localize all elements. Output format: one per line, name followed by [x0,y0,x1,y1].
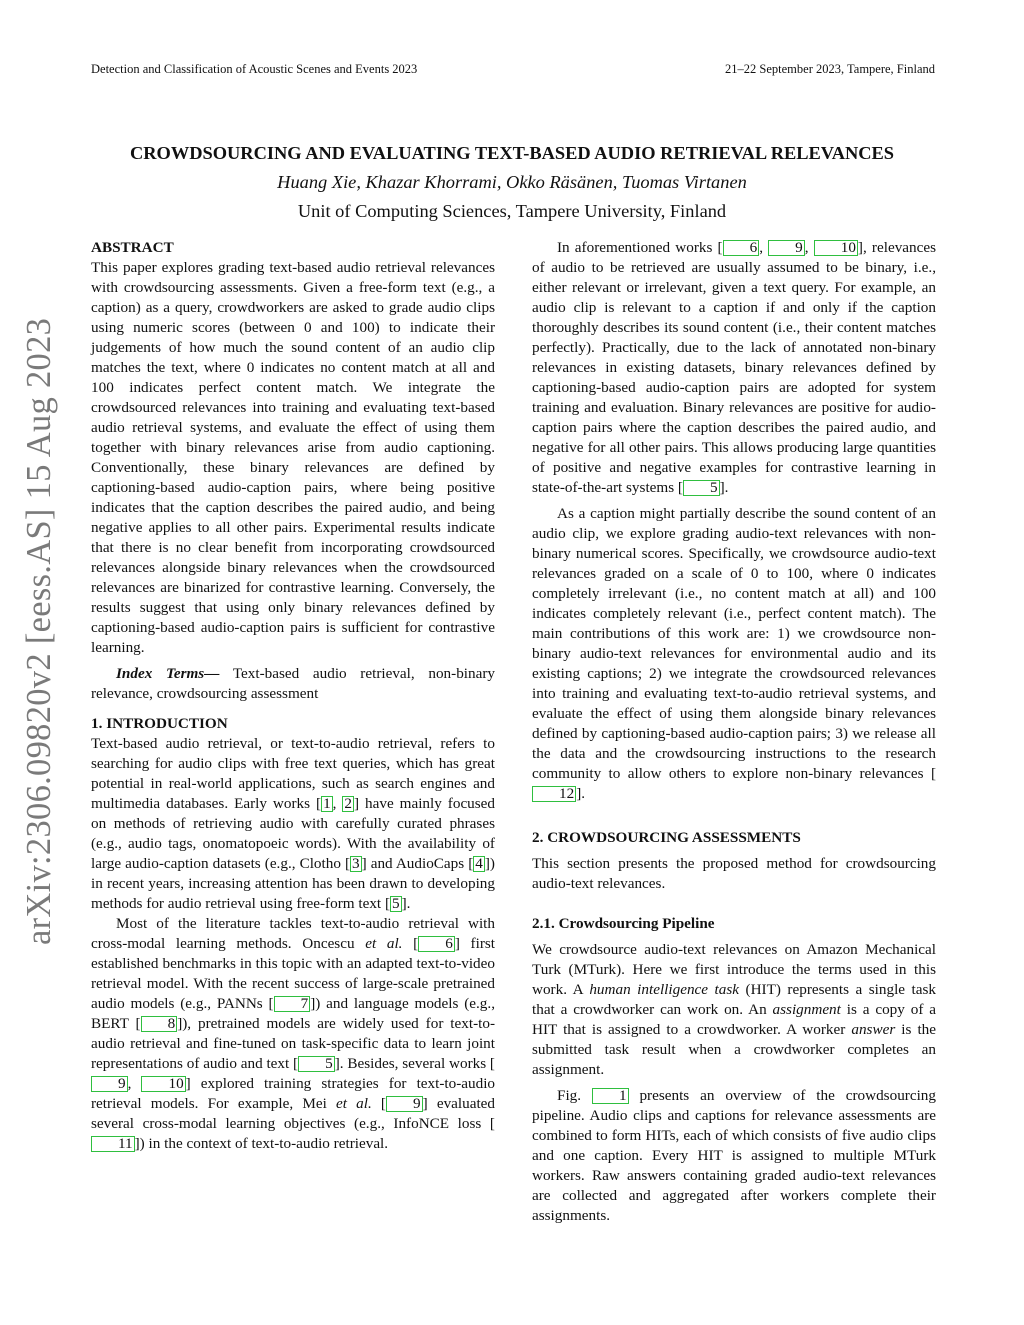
citation-link[interactable]: 8 [141,1016,178,1032]
intro-paragraph-4: As a caption might partially describe the sound content of an audio clip, we explore grading audio-text relevances with non-binary numerical scores. Specifically, we crowdsource audio-text relevances graded on a scale of 0 to 100, where 0 indicates completely irrelevant (i.e., no content match at all) and 100 indicates completely relevant (i.e., perfect content match). The main contributions of this work are: 1) we crowdsource non-binary audio-text relevances for environmental audio and its existing captions; 2) we integrate the crowdsourced relevances into training and evaluating text-to-audio retrieval systems, and evaluate the effect of using them alongside binary relevances defined by captioning-based audio-caption pairs; 3) we release all the data and the crowdsourcing instructions to the research community to allow others to explore non-binary relevances [12 ]. [532,505,936,802]
citation-link[interactable]: 6 [723,240,760,256]
arxiv-stamp: arXiv:2306.09820v2 [eess.AS] 15 Aug 2023 [20,317,58,945]
citation-link[interactable]: 7 [274,996,311,1012]
running-header-right: 21–22 September 2023, Tampere, Finland [725,62,935,76]
citation-link[interactable]: 1 [323,795,331,812]
paper-affiliation: Unit of Computing Sciences, Tampere University, Finland [297,201,727,221]
citation-link[interactable]: 2 [344,795,353,812]
index-terms-label: Index Terms— [116,665,220,682]
section2-intro: This section presents the proposed method for crowdsourcing audio-text relevances. [532,855,936,892]
citation-link[interactable]: 9 [768,240,805,256]
citation-link[interactable]: 9 [386,1096,423,1112]
intro-paragraph-2: Most of the literature tackles text-to-audio retrieval with cross-modal learning methods. Oncescu et al. [ 6 ] first established benchmarks in this topic with an adapted text-to-video retrieval model. With the recent success of large-scale pretrained audio models (e.g., PANNs [ 7 ]) and language models (e.g., BERT [ 8 ]), pretrained models are widely used for text-to-audio retrieval and fine-tuned on task-specific data to learn joint representations of audio and text [ 5 ]. Besides, several works [9 , 10 ] explored training strategies for text-to-audio retrieval models. For example, Mei et al. [ 9 ] evaluated several cross-modal learning objectives (e.g., InfoNCE loss [11 ]) in the context of text-to-audio retrieval. [91,915,496,1152]
citation-link[interactable]: 4 [475,855,483,872]
paper-authors: Huang Xie, Khazar Khorrami, Okko Räsänen, Tuomas Virtanen [277,172,747,192]
citation-link[interactable]: 5 [683,480,720,496]
index-terms [91,664,495,704]
citation-link[interactable]: 10 [141,1076,185,1092]
intro-paragraph-1: Text-based audio retrieval, or text-to-audio retrieval, refers to searching for audio clips with free text queries, which has great potential in real-world applications, such as search engines and multimedia databases. Early works [ 1 , 2 ] have mainly focused on methods of retrieving audio with carefully curated phrases (e.g., audio tags, onomatopoeic words). With the availability of large audio-caption datasets (e.g., Clotho [ 3 ] and AudioCaps [ 4 ]) in recent years, increasing attention has been drawn to developing methods for audio retrieval using free-form text [ 5 ]. [91,735,496,912]
citation-link[interactable]: 11 [91,1136,135,1152]
pipeline-paragraph-1: We crowdsource audio-text relevances on Amazon Mechanical Turk (MTurk). Here we first introduce the terms used in this work. A human intelligence task (HIT) represents a single task that a crowdworker can work on. An assignment is a copy of a HIT that is assigned to a crowdworker. A worker answer is the submitted task result when a crowdworker completes an assignment. [532,941,937,1078]
abstract-text: This paper explores grading text-based audio retrieval relevances with crowdsourcing assessments. Given a free-form text (e.g., a caption) as a query, crowdworkers are asked to grade audio clips using numeric scores (between 0 and 100) to indicate their judgements of how much the sound content of an audio clip matches the text, where 0 indicates no content match at all and 100 indicates perfect content match. We integrate the crowdsourced relevances into training and evaluating text-based audio retrieval systems, and evaluate the effect of using them together with binary relevances arise from audio captioning. Conventionally, these binary relevances are defined by captioning-based audio-caption pairs, where being positive indicates that the caption describes the paired audio, and being negative applies to all other pairs. Experimental results indicate that there is no clear benefit from incorporating crowdsourced relevances alongside binary relevances when the crowdsourced relevances are binarized for contrastive learning. Conversely, the results suggest that using only binary relevances defined by captioning-based audio-caption pairs is sufficient for contrastive learning. [91,259,495,656]
abstract-heading: ABSTRACT [91,239,174,256]
subsection-heading-pipeline: 2.1. Crowdsourcing Pipeline [532,915,715,932]
citation-link[interactable]: 5 [298,1056,335,1072]
figure-link[interactable]: 1 [592,1088,629,1104]
citation-link[interactable]: 10 [814,240,858,256]
left-column [91,238,495,1154]
section-heading-introduction: 1. INTRODUCTION [91,715,228,732]
citation-link[interactable]: 12 [532,786,576,802]
intro-paragraph-3: In aforementioned works [ 6 , 9 , 10 ], relevances of audio to be retrieved are usually assumed to be binary, i.e., either relevant or irrelevant, given a text query. For example, an audio clip is relevant to a caption if and only if the caption thoroughly describes its sound content (i.e., their content matches perfectly). Practically, due to the lack of annotated non-binary relevances in existing datasets, binary relevances defined by captioning-based audio-caption pairs are adopted for system training and evaluation. Binary relevances are positive for audio-caption pairs where the caption describes the paired audio, and negative for all other pairs. This allows producing large quantities of positive and negative examples for contrastive learning in state-of-the-art systems [ 5 ]. [532,239,937,496]
citation-link[interactable]: 9 [91,1076,128,1092]
citation-link[interactable]: 6 [418,936,455,952]
pipeline-paragraph-2: Fig. 1 presents an overview of the crowdsourcing pipeline. Audio clips and captions for relevance assessments are combined to form HITs, each of which consists of five audio clips and one caption. Every HIT is assigned to multiple MTurk workers. Raw answers containing graded audio-text relevances are collected and aggregated after workers complete their assignments. [532,1087,936,1224]
index-terms-text: Text-based audio retrieval, non-binary relevance, crowdsourcing assessment [91,665,495,702]
running-header-left: Detection and Classification of Acoustic Scenes and Events 2023 [91,62,418,76]
citation-link[interactable]: 3 [352,855,360,872]
section-heading-crowdsourcing: 2. CROWDSOURCING ASSESSMENTS [532,829,801,846]
right-column [532,238,936,1226]
citation-link[interactable]: 5 [392,895,400,912]
paper-title: CROWDSOURCING AND EVALUATING TEXT-BASED AUDIO RETRIEVAL RELEVANCES [129,143,895,163]
